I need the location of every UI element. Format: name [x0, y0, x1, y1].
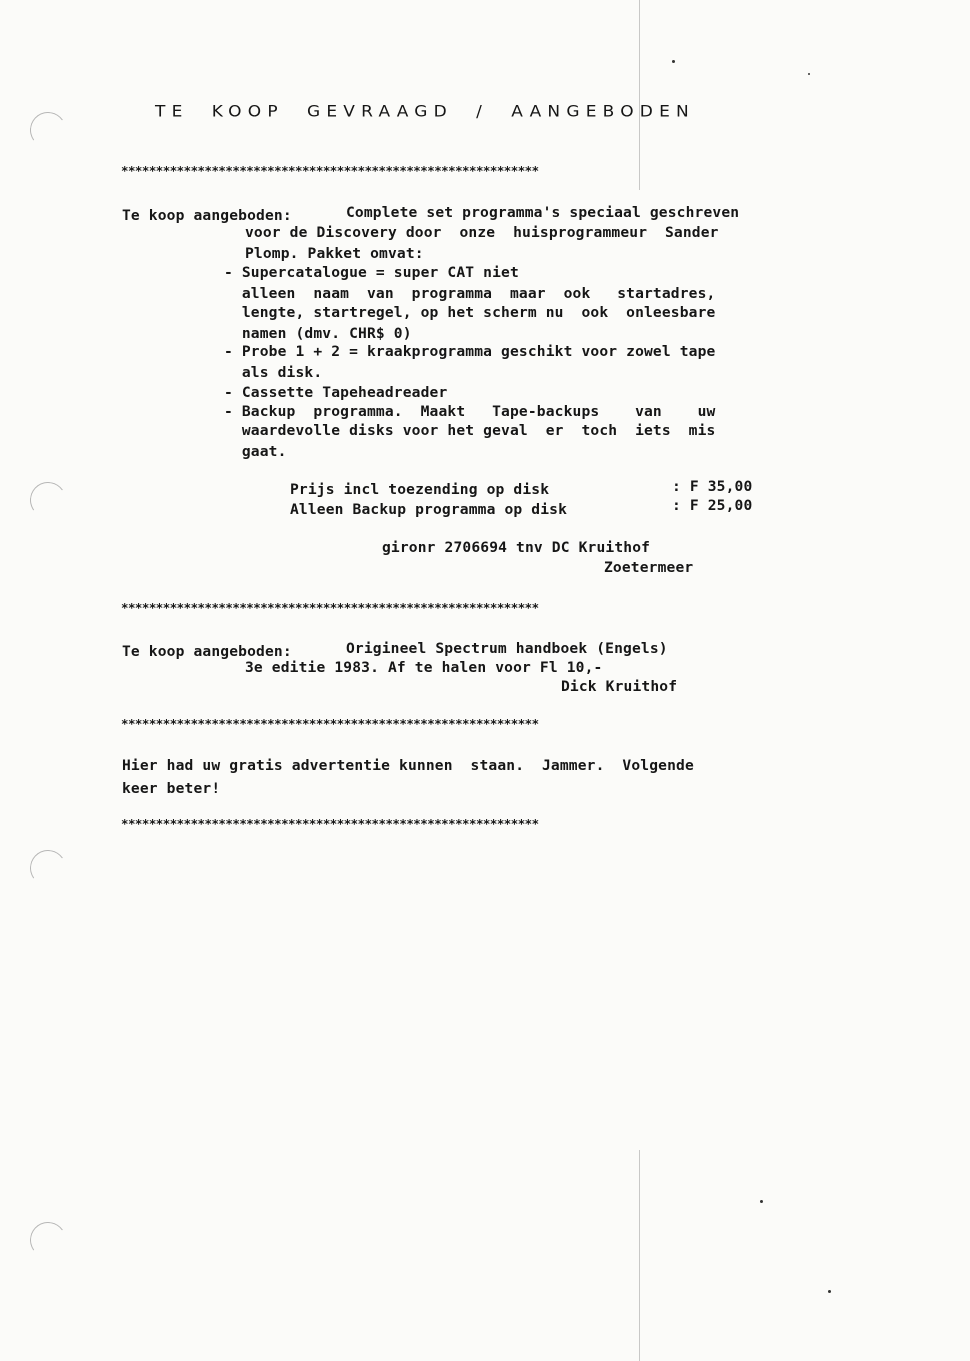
list-item-line: namen (dmv. CHR$ 0): [224, 325, 412, 342]
punch-hole-mark: [27, 1219, 69, 1261]
list-item-line: alleen naam van programma maar ook startadres,: [224, 285, 716, 302]
scan-speck: [828, 1290, 831, 1293]
list-item-line: lengte, startregel, op het scherm nu ook onleesbare: [224, 304, 716, 321]
list-item-line: gaat.: [224, 443, 287, 460]
ad-text-line: Origineel Spectrum handboek (Engels): [346, 640, 668, 657]
separator-line: ************************************************************: [121, 817, 539, 831]
page-title: TE KOOP GEVRAAGD / AANGEBODEN: [155, 102, 695, 122]
list-item-line: - Probe 1 + 2 = kraakprogramma geschikt voor zowel tape: [224, 343, 716, 360]
ad-text-line: voor de Discovery door onze huisprogrammeur Sander: [245, 224, 719, 241]
list-item-line: - Backup programma. Maakt Tape-backups van uw: [224, 403, 716, 420]
price-label: Alleen Backup programma op disk: [290, 501, 568, 518]
separator-line: ************************************************************: [121, 717, 539, 731]
ad-text-line: Complete set programma's speciaal geschreven: [346, 204, 740, 221]
punch-hole-mark: [27, 479, 69, 521]
price-value: : F 35,00: [672, 478, 753, 495]
price-value: : F 25,00: [672, 497, 753, 514]
list-item-line: waardevolle disks voor het geval er toch iets mis: [224, 422, 716, 439]
list-item-line: - Cassette Tapeheadreader: [224, 384, 448, 401]
punch-hole-mark: [27, 109, 69, 151]
ad-text-line: Hier had uw gratis advertentie kunnen staan. Jammer. Volgende: [122, 757, 694, 774]
punch-hole-mark: [27, 847, 69, 889]
ad-text-line: Plomp. Pakket omvat:: [245, 245, 424, 262]
separator-line: ************************************************************: [121, 164, 539, 178]
list-item-line: als disk.: [224, 364, 323, 381]
fold-line: [639, 0, 640, 190]
scan-speck: [808, 73, 810, 75]
contact-line: gironr 2706694 tnv DC Kruithof: [382, 539, 651, 556]
ad-heading: Te koop aangeboden:: [122, 207, 292, 224]
list-item-line: - Supercatalogue = super CAT niet: [224, 264, 519, 281]
price-label: Prijs incl toezending op disk: [290, 481, 550, 498]
ad-heading: Te koop aangeboden:: [122, 643, 292, 660]
contact-line: Zoetermeer: [604, 559, 694, 576]
fold-line: [639, 1150, 640, 1361]
ad-text-line: Dick Kruithof: [561, 678, 678, 695]
scan-speck: [760, 1200, 763, 1203]
scan-speck: [672, 60, 675, 63]
ad-text-line: 3e editie 1983. Af te halen voor Fl 10,-: [245, 659, 603, 676]
separator-line: ************************************************************: [121, 601, 539, 615]
ad-text-line: keer beter!: [122, 780, 221, 797]
